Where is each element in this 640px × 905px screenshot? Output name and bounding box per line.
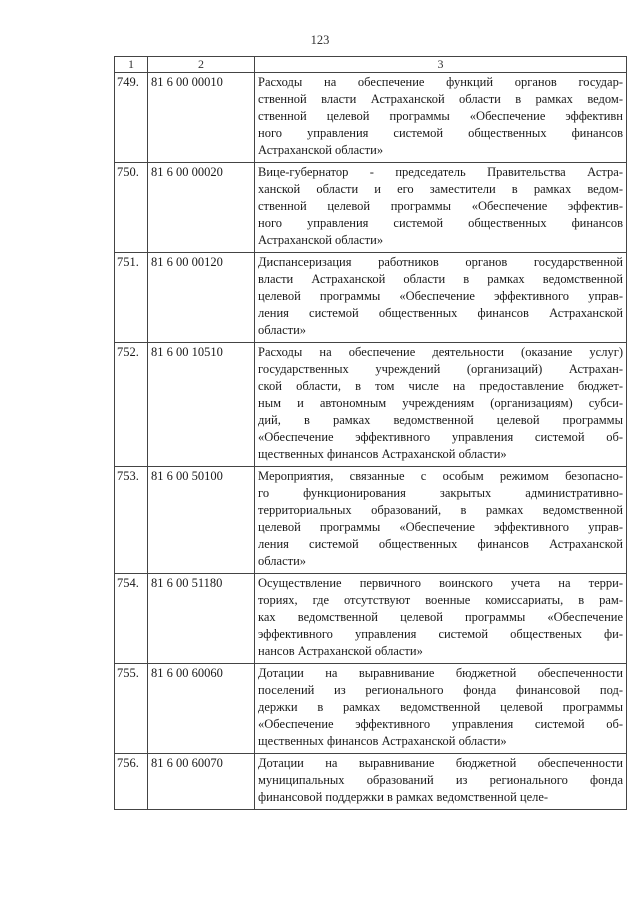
description-line: Диспансеризация работников органов государственной xyxy=(258,255,623,269)
expense-description xyxy=(255,467,627,574)
description-line: ственной власти Астраханской области в рамках ведом- xyxy=(258,92,623,106)
table-row xyxy=(115,163,627,253)
description-line: ления системой общественных финансов Астраханской xyxy=(258,537,623,551)
description-line: ской области, в том числе на предоставление бюджет- xyxy=(258,379,623,393)
description-line: го функционирования закрытых административно- xyxy=(258,486,623,500)
description-line: территориальных образований, в рамках ведомственной xyxy=(258,503,623,517)
description-line: ханской области и его заместители в рамках ведом- xyxy=(258,182,623,196)
classification-code: 81 6 00 10510 xyxy=(148,343,255,467)
description-line: Мероприятия, связанные с особым режимом безопасно- xyxy=(258,469,623,483)
row-number: 756. xyxy=(115,754,148,810)
description-line: эффективного управления системой общественых фи- xyxy=(258,627,623,641)
table-row xyxy=(115,253,627,343)
table-body xyxy=(115,73,627,810)
description-line: области» xyxy=(258,554,307,568)
description-line: Дотации на выравнивание бюджетной обеспеченности xyxy=(258,756,623,770)
column-header-code: 2 xyxy=(148,57,255,73)
expense-description xyxy=(255,163,627,253)
table-row xyxy=(115,574,627,664)
column-header-number: 1 xyxy=(115,57,148,73)
description-line: ного управления системой общественных финансов xyxy=(258,126,623,140)
description-line: дий, в рамках ведомственной целевой программы xyxy=(258,413,623,427)
table-row xyxy=(115,664,627,754)
description-line: Астраханской области» xyxy=(258,233,384,247)
description-line: Расходы на обеспечение деятельности (оказание услуг) xyxy=(258,345,623,359)
description-line: целевой программы «Обеспечение эффективного управ- xyxy=(258,289,623,303)
expense-description xyxy=(255,343,627,467)
classification-code: 81 6 00 60070 xyxy=(148,754,255,810)
description-line: поселений из регионального фонда финансовой под- xyxy=(258,683,623,697)
classification-code: 81 6 00 51180 xyxy=(148,574,255,664)
description-line: Дотации на выравнивание бюджетной обеспеченности xyxy=(258,666,623,680)
description-line: власти Астраханской области в рамках ведомственной xyxy=(258,272,623,286)
row-number: 754. xyxy=(115,574,148,664)
table-row xyxy=(115,73,627,163)
description-line: ках ведомственной целевой программы «Обеспечение xyxy=(258,610,623,624)
description-line: ственной целевой программы «Обеспечение эффектив- xyxy=(258,199,623,213)
description-line: Расходы на обеспечение функций органов государ- xyxy=(258,75,623,89)
table-header xyxy=(115,57,627,73)
expense-description xyxy=(255,574,627,664)
description-line: держки в рамках ведомственной целевой программы xyxy=(258,700,623,714)
expense-description xyxy=(255,664,627,754)
table-row xyxy=(115,343,627,467)
description-line: Астраханской области» xyxy=(258,143,384,157)
description-line: «Обеспечение эффективного управления системой об- xyxy=(258,717,623,731)
column-header-description: 3 xyxy=(255,57,627,73)
description-line: щественных финансов Астраханской области» xyxy=(258,447,507,461)
description-line: ториях, где отсутствуют военные комиссариаты, в рам- xyxy=(258,593,623,607)
classification-code: 81 6 00 60060 xyxy=(148,664,255,754)
row-number: 755. xyxy=(115,664,148,754)
classification-code: 81 6 00 00010 xyxy=(148,73,255,163)
description-line: «Обеспечение эффективного управления системой об- xyxy=(258,430,623,444)
table-row xyxy=(115,754,627,810)
description-line: области» xyxy=(258,323,307,337)
expense-description xyxy=(255,253,627,343)
description-line: Осуществление первичного воинского учета на терри- xyxy=(258,576,623,590)
budget-classification-table xyxy=(114,56,627,810)
description-line: целевой программы «Обеспечение эффективного управ- xyxy=(258,520,623,534)
page-number: 123 xyxy=(310,33,330,47)
description-line: ного управления системой общественных финансов xyxy=(258,216,623,230)
row-number: 753. xyxy=(115,467,148,574)
description-line: муниципальных образований из регионального фонда xyxy=(258,773,623,787)
table-row xyxy=(115,467,627,574)
row-number: 751. xyxy=(115,253,148,343)
description-line: Вице-губернатор - председатель Правительства Астра- xyxy=(258,165,623,179)
description-line: финансовой поддержки в рамках ведомственной целе- xyxy=(258,790,549,804)
row-number: 752. xyxy=(115,343,148,467)
expense-description xyxy=(255,73,627,163)
classification-code: 81 6 00 00120 xyxy=(148,253,255,343)
row-number: 749. xyxy=(115,73,148,163)
description-line: щественных финансов Астраханской области» xyxy=(258,734,507,748)
table-header-row xyxy=(115,57,627,73)
expense-description xyxy=(255,754,627,810)
row-number: 750. xyxy=(115,163,148,253)
description-line: ления системой общественных финансов Астраханской xyxy=(258,306,623,320)
description-line: ным и автономным учреждениям (организациям) субси- xyxy=(258,396,623,410)
description-line: государственных учреждений (организаций) Астрахан- xyxy=(258,362,623,376)
description-line: нансов Астраханской области» xyxy=(258,644,423,658)
classification-code: 81 6 00 00020 xyxy=(148,163,255,253)
classification-code: 81 6 00 50100 xyxy=(148,467,255,574)
description-line: ственной целевой программы «Обеспечение эффективн xyxy=(258,109,623,123)
